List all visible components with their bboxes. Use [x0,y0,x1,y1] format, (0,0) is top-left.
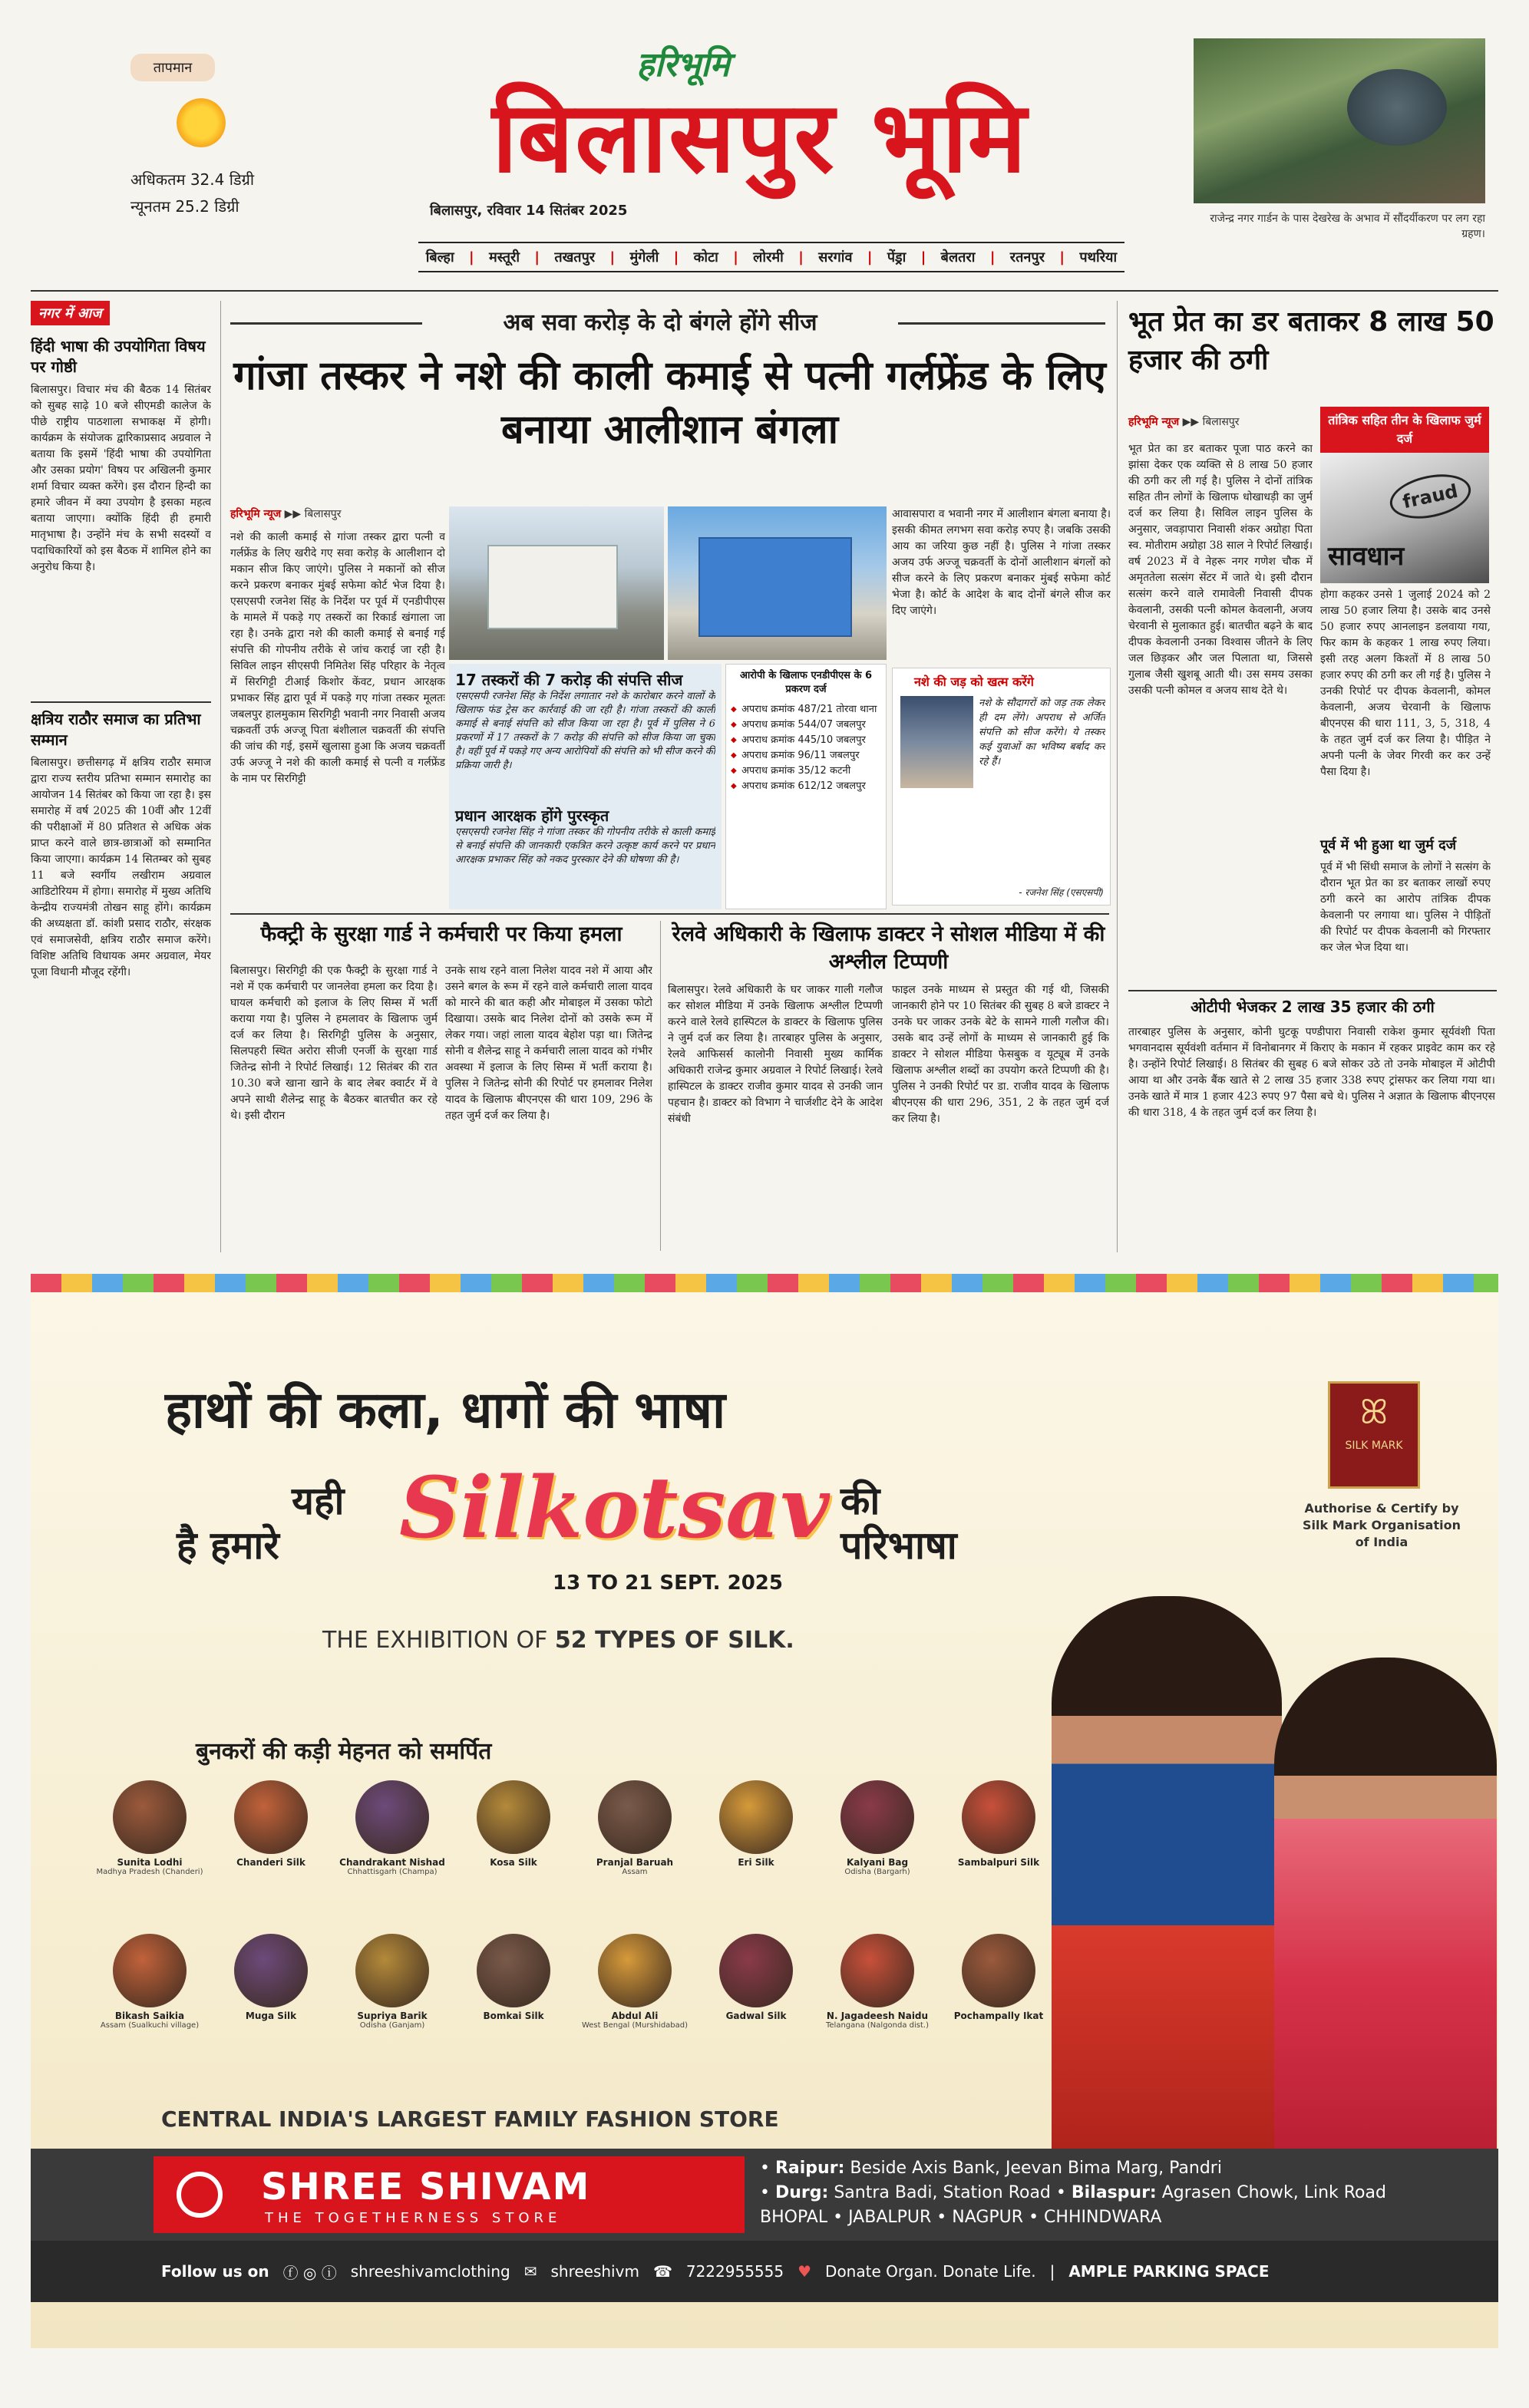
town-divider: | [798,249,804,266]
weaver-name: Supriya Barik [357,2011,428,2021]
weaver-photo [113,1780,187,1854]
weaver-card [941,1780,1056,1868]
lead-col3: आवासपारा व भवानी नगर में आलीशान बंगला बनाया है। इसकी कीमत लगभग सवा करोड़ रुपए है। जबकि उसकी आय का जरिया कुछ नहीं है। पुलिस ने गांजा तस्कर अजय उर्फ अज्जू चक्रवर्ती के दोनों आलीशान बंगलों को सीज करने के लिए प्रकरण बनाकर मुंबई सफेमा कोर्ट भेजा है। कोर्ट के आदेश के बाद दोनों बंगले सीज कर दिए जाएंगे। [892,508,1111,617]
quote-box [892,668,1111,905]
weaver-photo [719,1780,793,1854]
store-tagline: CENTRAL INDIA'S LARGEST FAMILY FASHION STORE [161,2106,779,2132]
weaver-location: Telangana (Nalgonda dist.) [825,2021,929,2030]
social-icons: ⓕ ◎ ⓘ [282,2263,337,2282]
town-item: तखतपुर [554,249,596,266]
weaver-card [335,1780,450,1876]
exhibition-pre: THE EXHIBITION OF [322,1627,548,1654]
weaver-photo [234,1934,308,2007]
weaver-grid [92,1780,1075,2103]
guard-headline: फैक्ट्री के सुरक्षा गार्ड ने कर्मचारी पर किया हमला [260,922,622,946]
weaver-photo [962,1934,1035,2007]
lead-byline [230,506,341,521]
weaver-location: Chhattisgarh (Champa) [347,1868,438,1876]
sun-icon [177,98,226,147]
exhibition-line [322,1627,794,1654]
lead-kicker: अब सवा करोड़ के दो बंगले होंगे सीज [503,309,817,336]
ad-hamare: है हमारे [177,1523,279,1568]
town-item: मस्तूरी [488,249,520,266]
box1-body: एसएसपी रजनेश सिंह के निर्देश लगातार नशे के कारोबार करने वालों के खिलाफ फंड ट्रेस कर कार्रवाई की जा रही है। गांजा तस्करों की काली कमाई से बनाई संपत्ति को सीज किया जा रहा है। पूर्व में पुलिस ने 6 प्रकरणों में 17 तस्करों के 7 करोड़ की संपत्ति को सीज किया जा चुका है। वहीं पूर्व में पकड़े गए अन्य आरोपियों की संपत्ति को भी सीज करने की प्रक्रिया जारी है। [455,691,715,771]
weaver-photo [840,1934,914,2007]
play-icon: ▶▶ [284,508,302,520]
weaver-photo [234,1780,308,1854]
left-column [31,301,211,1252]
weaver-card [213,1934,329,2021]
weaver-photo [840,1780,914,1854]
right-subbody: पूर्व में भी सिंधी समाज के लोगों ने सत्संग के दौरान भूत प्रेत का डर बताकर लाखों रुपए ठगी करने का आरोप तांत्रिक दीपक केवलानी पर लगाया था। पुलिस ने पीड़ितों की रिपोर्ट पर दीपक केवलानी को गिरफ्तार कर जेल भेज दिया था। [1320,861,1491,954]
case-item: ◆ अपराध क्रमांक 445/10 जबलपुर [731,734,881,747]
bungalow-photo-1 [449,506,664,660]
town-divider: | [920,249,926,266]
box1-title: 17 तस्करों की 7 करोड़ की संपत्ति सीज [455,671,683,689]
addr3: Agrasen Chowk, Link Road [1161,2183,1386,2202]
weaver-name: Sambalpuri Silk [957,1857,1040,1868]
exhibition-bold: 52 TYPES OF SILK. [554,1627,794,1654]
left-story2-body: बिलासपुर। छत्तीसगढ़ में क्षत्रिय राठौर समाज द्वारा राज्य स्तरीय प्रतिभा सम्मान समारोह का आयोजन 14 सितंबर को किया जा रहा है। इस समारोह में वर्ष 2025 की 10वीं और 12वीं की परीक्षाओं में 80 प्रतिशत से अधिक अंक प्राप्त करने वाले छात्र-छात्राओं को सम्मानित किया जाएगा। कार्यक्रम 14 सितम्बर को सुबह 11 बजे स्वर्गीय लखीराम अग्रवाल आडिटोरियम में होगा। समारोह में मुख्य अतिथि केन्द्रीय राज्यमंत्री तोखन साहू होंगे। कार्यक्रम की अध्यक्षता डॉ. कांशी प्रसाद राठौर, संरक्षक एवं समाजसेवी, क्षत्रिय राठौर समाज करेंगे। विशिष्ट अतिथि विधायक अमर अग्रवाल, मेयर पूजा विधानी मौजूद रहेंगी। [31,757,211,978]
addr2: Santra Badi, Station Road [834,2183,1051,2202]
min-temp: न्यूनतम 25.2 डिग्री [130,197,239,216]
weaver-photo [355,1934,429,2007]
town-item: कोटा [693,249,718,266]
twitter-icon: ✉ [523,2262,537,2281]
kicker-rule-right [898,322,1105,325]
addr1: Beside Axis Bank, Jeevan Bima Marg, Pandri [850,2159,1222,2178]
model-1 [1052,1596,1282,2195]
weaver-name: Sunita Lodhi [117,1857,183,1868]
organ-text: Donate Organ. Donate Life. [825,2262,1036,2281]
fraud-image [1320,453,1489,583]
weaver-name: Muga Silk [245,2011,297,2021]
red-box: तांत्रिक सहित तीन के खिलाफ जुर्म दर्ज [1320,407,1489,453]
weaver-location: Assam (Sualkuchi village) [100,2021,200,2030]
weaver-name: Kalyani Bag [846,1857,909,1868]
case-item: ◆ अपराध क्रमांक 96/11 जबलपुर [731,749,881,763]
masthead-logo [384,46,1136,223]
weaver-card [941,1934,1056,2021]
right-byline [1128,414,1239,429]
weaver-card [698,1780,814,1868]
handle2: shreeshivm [550,2262,639,2281]
store-name: SHREE SHIVAM [261,2166,591,2208]
town-divider: | [468,249,474,266]
weaver-name: Pranjal Baruah [596,1857,674,1868]
weaver-photo [477,1934,550,2007]
silk-mark-logo [1328,1381,1420,1489]
case-item: ◆ अपराध क्रमांक 487/21 तोरवा थाना [731,703,881,717]
weaver-card [213,1780,329,1868]
town-item: पेंड्रा [887,249,907,266]
left-story1-title: हिंदी भाषा की उपयोगिता विषय पर गोष्ठी [31,337,206,376]
max-temp: अधिकतम 32.4 डिग्री [130,170,255,189]
store-logo-icon [177,2172,223,2218]
weaver-card [577,1934,692,2030]
photo-caption: राजेन्द्र नगर गार्डन के पास देखरेख के अभाव में सौंदर्यीकरण पर लग रहा ग्रहण। [1210,213,1485,240]
peacock-sculpture [1347,69,1447,146]
left-story2-title: क्षत्रिय राठौर समाज का प्रतिभा सम्मान [31,710,201,749]
follow-label: Follow us on [161,2262,269,2281]
phone-icon: ☎ [652,2262,672,2281]
ad-yahi: यही [292,1479,345,1523]
weaver-photo [113,1934,187,2007]
weaver-card [92,1934,207,2030]
town-divider: | [534,249,540,266]
right-byline-brand: हरिभूमि न्यूज [1128,416,1180,428]
weaver-name: Pochampally Ikat [953,2011,1044,2021]
box2-body: एसएसपी रजनेश सिंह ने गांजा तस्कर की गोपनीय तरीके से काली कमाई से बनाई संपत्ति की जानकारी एकत्रित करने उत्कृष्ट कार्य करने पर प्रधान आरक्षक प्रभाकर सिंह को नकद पुरस्कार देने की घोषणा की है। [455,826,715,866]
weaver-photo [719,1934,793,2007]
bunting-decoration [31,1274,1498,1335]
weaver-name: Kosa Silk [490,1857,537,1868]
parking-text: AMPLE PARKING SPACE [1068,2262,1270,2281]
weaver-location: Odisha (Bargarh) [844,1868,910,1876]
heart-icon: ♥ [798,2262,812,2281]
case-list [731,703,881,793]
town-item: बेलतरा [940,249,976,266]
weather-label: तापमान [130,54,215,81]
right-story2-body: तारबाहर पुलिस के अनुसार, कोनी घुटकू पण्डीपारा निवासी राकेश कुमार सूर्यवंशी पिता भगवानदास सूर्यवंशी वर्तमान में विनोबानगर में किराए के मकान में रहकर प्राइवेट काम कर रहे है। उन्होंने रिपोर्ट लिखाई। 8 सितंबर की सुबह 6 बजे सोकर उठे तो उनके मोबाइल में ओटीपी आया था और उनके बैंक खाते से 2 लाख 35 हजार 338 रुपए ट्रांसफर कर लिया गया था। उनके खाते में मात्र 1 हजार 423 रुपए 97 पैसा बचे थे। पुलिस ने अज्ञात के खिलाफ बीएनएस की धारा 318, 4 के तहत जुर्म दर्ज कर लिया है। [1128,1026,1495,1119]
right-play-icon: ▶▶ [1182,416,1200,428]
ad-tagline: हाथों की कला, धागों की भाषा [165,1380,726,1440]
weaver-card [698,1934,814,2021]
town-item: सरगांव [818,249,853,266]
officer-photo [900,696,973,788]
town-item: लोरमी [753,249,784,266]
ad-ki: की [840,1479,880,1523]
bungalow-shape [487,545,618,629]
addr-row1: • Raipur: Beside Axis Bank, Jeevan Bima Marg, Pandri [760,2159,1222,2178]
weaver-card [456,1780,571,1868]
weaver-location: Madhya Pradesh (Chanderi) [96,1868,203,1876]
store-sub: THE TOGETHERNESS STORE [265,2210,562,2226]
quote-body: नशे के सौदागरों को जड़ तक लेकर ही दम लेंगे। अपराध से अर्जित संपत्ति को सीज करेंगे। ये तस्कर कई युवाओं का भविष्य बर्बाद कर रहे हैं। [979,698,1105,767]
left-col-rule [220,301,221,1252]
weaver-name: N. Jagadeesh Naidu [826,2011,929,2021]
weaver-photo [598,1934,672,2007]
store-logo-block [154,2156,745,2233]
lead-bottom-rule [230,913,1109,915]
right-story2-head: ओटीपी भेजकर 2 लाख 35 हजार की ठगी [1191,998,1435,1016]
town-item: पथरिया [1079,249,1118,266]
byline-brand: हरिभूमि न्यूज [230,508,282,520]
left-story1-body: बिलासपुर। विचार मंच की बैठक 14 सितंबर को सुबह साढ़े 10 बजे सीएमडी कालेज के पीछे राष्ट्रीय पाठशाला सभाकक्ष में होगी। कार्यक्रम के संयोजक द्वारिकाप्रसाद अग्रवाल ने बताया कि इसमें 'हिंदी भाषा की उपयोगिता और उसका प्रयोग' विषय पर अखिलनी कुमार शर्मा विचार व्यक्त करेंगे। इस दौरान हिन्दी का हमारे जीवन में क्या उपयोग है इसका महत्व बताया जाएगा। क्योंकि हिंदी ही हमारी मातृभाषा है। उन्होंने मंच के सभी सदस्यों व पदाधिकारियों को इस बैठक में शामिल होने का अनुरोध किया है। [31,384,211,573]
case-list-box [725,664,887,909]
case-list-title: आरोपी के खिलाफ एनडीपीएस के 6 प्रकरण दर्ज [739,670,873,695]
right-byline-place: बिलासपुर [1202,416,1240,428]
box2-title: प्रधान आरक्षक होंगे पुरस्कृत [455,807,609,825]
store-bar [31,2149,1498,2241]
masthead-title: बिलासपुर भूमि [491,81,1028,195]
town-divider: | [1059,249,1065,266]
case-item: ◆ अपराध क्रमांक 544/07 जबलपुर [731,718,881,732]
weaver-card [335,1934,450,2030]
silkotsav-ad [31,1274,1498,2348]
weaver-photo [598,1780,672,1854]
right-col-rule [1117,301,1118,1252]
dateline: बिलासपुर, रविवार 14 सितंबर 2025 [430,203,628,219]
right-story2-rule [1128,990,1497,991]
weaver-photo [355,1780,429,1854]
case-item: ◆ अपराध क्रमांक 612/12 जबलपुर [731,780,881,793]
fraud-stamp: fraud [1386,467,1475,525]
town-item: रतनपुर [1009,249,1045,266]
handle1: shreeshivamclothing [350,2262,510,2281]
brand-small: हरिभूमि [636,45,730,84]
town-item: मुंगेली [629,249,659,266]
garden-photo [1194,38,1485,203]
bungalow-photo-2 [668,506,887,660]
kicker-rule-left [230,322,422,325]
right-headline: भूत प्रेत का डर बताकर 8 लाख 50 हजार की ठगी [1128,306,1494,376]
right-body2: होगा कहकर उनसे 1 जुलाई 2024 को 2 लाख 50 हजार लिया है। उसके बाद उनसे 50 हजार रुपए आनलाइन डलवाया गया, फिर काम के कहकर 1 लाख रुपए लिया। इसी तरह अलग किश्तों में 8 लाख 50 हजार रुपए की ठगी कर ली गई है। पुलिस ने उनकी रिपोर्ट पर दीपक केवलानी, कोमल केवलानी, अजय चेरवानी के खिलाफ बीएनएस की धारा 111, 3, 5, 318, 4 के तहत जुर्म दर्ज कर लिया है। पीड़ित ने अपनी पत्नी के जेवर गिरवी कर कर उन्हें पैसा दिया है। [1320,589,1491,778]
bungalow-shape-2 [698,537,852,637]
rail-headline: रेलवे अधिकारी के खिलाफ डाक्टर ने सोशल मीडिया में की अश्लील टिप्पणी [672,922,1105,974]
left-divider [31,701,211,703]
silk-mark-text: Authorise & Certify by Silk Mark Organisation of India [1303,1501,1461,1549]
town-divider: | [673,249,679,266]
addr1-city: Raipur: [774,2159,845,2178]
right-body1: भूत प्रेत का डर बताकर पूजा पाठ करने का झांसा देकर एक व्यक्ति से 8 लाख 50 हजार की ठगी कर ली गई है। पुलिस ने दोनों तांत्रिक सहित तीन लोगों के खिलाफ धोखाधड़ी का जुर्म दर्ज कर लिया है। सिविल लाइन पुलिस के अनुसार, जवड़ापारा निवासी शंकर अग्रोहा पिता स्व. मोतीराम अग्रोहा 38 साल ने रिपोर्ट लिखाई। वर्ष 2023 में वे नेहरू नगर गणेश चौक में अमृततेला सत्संग सेंटर में जाते थे। इसी दौरान सत्संग करने वाले रामावेली निवासी दीपक केवलानी, उसकी पत्नी कोमल केवलानी, अजय चेरवानी से मुलाकात हुई। बातचीत बढ़ने के बाद दीपक केवलानी उनका विश्वास जीतने के लिए जल छिड़कर और जल पिलाता था, जिससे गुलाब जैसी खुशबू आती थी। उस समय उसका उसकी पत्नी कोमल व अजय साथ देते थे। [1128,443,1313,697]
weaver-photo [477,1780,550,1854]
town-divider: | [733,249,738,266]
weaver-card [820,1780,935,1876]
weaver-location: West Bengal (Murshidabad) [581,2021,689,2030]
weaver-name: Bikash Saikia [114,2011,185,2021]
guard-body2: उनके साथ रहने वाला निलेश यादव नशे में आया और उसने बगल के रूम में रहने वाले कर्मचारी लाला यादव को मारने की बात कही और मोबाइल में उसका फोटो दिखाया। उसके बाद निलेश दोनों को उसके रूम में लेकर गया। जहां लाला यादव बेहोश पड़ा था। जितेन्द्र सोनी व शैलेन्द्र साहू ने कर्मचारी लाला यादव को गंभीर अवस्था में इलाज के लिए सिम्स में भर्ती कराया है। पुलिस ने जितेन्द्र सोनी की रिपोर्ट पर हमलावर निलेश यादव के खिलाफ बीएनएस की धारा 109, 296 के तहत जुर्म दर्ज कर लिया है। [445,965,652,1122]
lead-col1: नशे की काली कमाई से गांजा तस्कर द्वारा पत्नी व गर्लफ्रेंड के लिए खरीदे गए सवा करोड़ के आलीशान दो मकान सीज किए जाएंगे। पुलिस ने मकानों को सीज करने प्रकरण बनाकर मुंबई सफेमा कोर्ट भेज दिया है। एसएसपी रजनेश सिंह के निर्देश पर पूर्व में एनडीपीएस के मामले में पकड़े गए तस्करों का रिकार्ड खंगाला जा रहा है। उनके द्वारा नशे की काली कमाई से बनाई गई संपत्ति की गोपनीय तरीके से जांच कराई जा रही है। सिविल लाइन सीएसपी निमितेश सिंह परिहार के नेतृत्व में सिरगिट्टी टीआई किशोर केंवट, प्रधान आरक्षक प्रभाकर सिंह द्वारा पूर्व में पकड़े गए गांजा तस्कर मूलतः जबलपुर हालमुकाम सिरगिट्टी भवानी नगर निवासी अजय चक्रवर्ती उर्फ अज्जू पिता बंशीलाल चक्रवर्ती की संपत्ति की जांच की गई, इसमें खुलासा हुआ कि अजय चक्रवर्ती उर्फ अज्जू ने नशे की काली कमाई से पत्नी व गर्लफ्रेंड के नाम पर सिरगिट्टी [230,531,445,785]
footer-strip [31,2241,1498,2302]
store-addresses [760,2156,1497,2230]
lead-headline: गांजा तस्कर ने नशे की काली कमाई से पत्नी गर्लफ्रेंड के लिए बनाया आलीशान बंगला [233,353,1106,453]
store-cities: BHOPAL • JABALPUR • NAGPUR • CHHINDWARA [760,2208,1162,2227]
weaver-location: Odisha (Ganjam) [359,2021,425,2030]
weaver-name: Eri Silk [738,1857,774,1868]
weaver-name: Gadwal Silk [725,2011,787,2021]
event-name: Silkotsav [399,1458,830,1557]
town-strip [418,242,1124,272]
model-2 [1274,1658,1497,2195]
weaver-location: Assam [622,1868,648,1876]
ad-paribhasha: परिभाषा [840,1523,957,1568]
weaver-card [456,1934,571,2021]
quote-author: - रजनेश सिंह (एसएसपी) [1019,887,1104,898]
mid-rule [660,921,661,1251]
addr2-city: Durg: [774,2183,829,2202]
silk-mark-emblem: ꕤ [1359,1393,1389,1432]
footer-sep: | [1049,2262,1055,2281]
town-divider: | [609,249,616,266]
weaver-name: Abdul Ali [611,2011,659,2021]
silk-mark-label: SILK MARK [1345,1440,1403,1452]
weaver-name: Chanderi Silk [236,1857,305,1868]
rail-body1: बिलासपुर। रेलवे अधिकारी के घर जाकर गाली गलौज कर सोशल मीडिया में उनके खिलाफ अश्लील टिप्पणी करने वाले रेलवे हास्पिटल के डाक्टर के खिलाफ पुलिस ने जुर्म दर्ज कर लिया है। तारबाहर पुलिस के अनुसार, रेलवे आफिसर्स कालोनी निवासी मुख्य कार्मिक अधिकारी राजेन्द्र कुमार अग्रवाल ने रिपोर्ट लिखाई। रेलवे हास्पिटल के डाक्टर राजीव कुमार यादव से उनकी जान पहचान है। डाक्टर को विभाग ने चार्जशीट देने के आदेश संबंधी [668,984,883,1125]
weaver-card [92,1780,207,1876]
town-item: बिल्हा [425,249,454,266]
phone: 7222955555 [685,2262,784,2281]
case-item: ◆ अपराध क्रमांक 35/12 कटनी [731,764,881,778]
caution-word: सावधान [1328,541,1405,572]
addr-row2: • Durg: Santra Badi, Station Road • Bilaspur: Agrasen Chowk, Link Road [760,2183,1386,2202]
town-divider: | [867,249,873,266]
section-tag: नगर में आज [31,301,110,325]
weaver-name: Chandrakant Nishad [339,1857,445,1868]
right-subhead: पूर्व में भी हुआ था जुर्म दर्ज [1320,837,1457,853]
rail-body2: फाइल उनके माध्यम से प्रस्तुत की गई थी, जिसकी जानकारी होने पर 10 सितंबर की सुबह 8 बजे डाक्टर ने उनके घर जाकर उनके बेटे के सामने गाली गलौज की। उसके बाद उन्हें लोगों के माध्यम से जानकारी हुई कि डाक्टर ने सोशल मीडिया फेसबुक व यूट्यूब में उनके खिलाफ अश्लील शब्दों का उपयोग करते टिप्पणी की है। पुलिस ने उनकी रिपोर्ट पर डा. राजीव यादव के खिलाफ बीएनएस की धारा 296, 351, 2 के तहत जुर्म दर्ज कर लिया है। [892,984,1109,1125]
masthead-rule [31,290,1498,292]
weaver-card [820,1934,935,2030]
box-property [449,664,722,909]
weaver-photo [962,1780,1035,1854]
town-divider: | [989,249,996,266]
dedicated-text: बुनकरों की कड़ी मेहनत को समर्पित [196,1738,492,1765]
byline-place: बिलासपुर [304,508,342,520]
weaver-card [577,1780,692,1876]
event-dates: 13 TO 21 SEPT. 2025 [553,1572,783,1595]
guard-body1: बिलासपुर। सिरगिट्टी की एक फैक्ट्री के सुरक्षा गार्ड ने नशे में एक कर्मचारी पर जानलेवा हमला कर दिया है। घायल कर्मचारी को इलाज के लिए सिम्स में भर्ती कराया गया है। पुलिस ने हमलावर के खिलाफ जुर्म दर्ज कर लिया है। सिरगिट्टी पुलिस के अनुसार, सिलपहरी स्थित अरोरा सीजी एनर्जी के सुरक्षा गार्ड जितेन्द्र सोनी ने रिपोर्ट लिखाई। 12 सितंबर की रात 10.30 बजे खाना खाने के बाद लेबर क्वार्टर में वे अपने साथी शैलेन्द्र साहू के बैठकर बातचीत कर रहे थे। इसी दौरान [230,965,438,1122]
addr3-city: Bilaspur: [1071,2183,1157,2202]
quote-title: नशे की जड़ को खत्म करेंगे [914,675,1034,689]
weaver-name: Bomkai Silk [483,2011,544,2021]
